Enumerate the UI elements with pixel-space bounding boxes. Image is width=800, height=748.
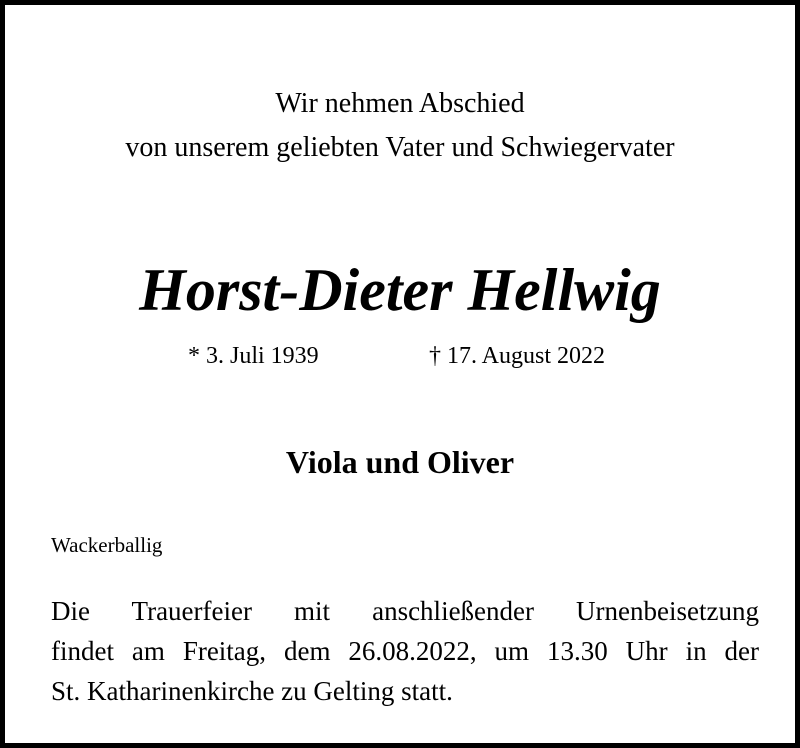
place-name: Wackerballig — [51, 533, 163, 557]
ceremony-line-3: St. Katharinenkirche zu Gelting statt. — [51, 676, 453, 706]
birth-date: * 3. Juli 1939 — [188, 343, 319, 369]
ceremony-line-2: findet am Freitag, dem 26.08.2022, um 13.30 Uhr in der — [51, 636, 759, 666]
ceremony-line-1: Die Trauerfeier mit anschließender Urnenbeisetzung — [51, 596, 759, 626]
deceased-name: Horst-Dieter Hellwig — [139, 257, 661, 323]
intro-text — [5, 82, 795, 170]
mourners-names: Viola und Oliver — [285, 444, 515, 480]
intro-line-2: von unserem geliebten Vater und Schwiegervater — [125, 132, 675, 163]
intro-line-1: Wir nehmen Abschied — [275, 88, 525, 119]
ceremony-details — [51, 591, 759, 711]
death-date: † 17. August 2022 — [429, 343, 606, 369]
